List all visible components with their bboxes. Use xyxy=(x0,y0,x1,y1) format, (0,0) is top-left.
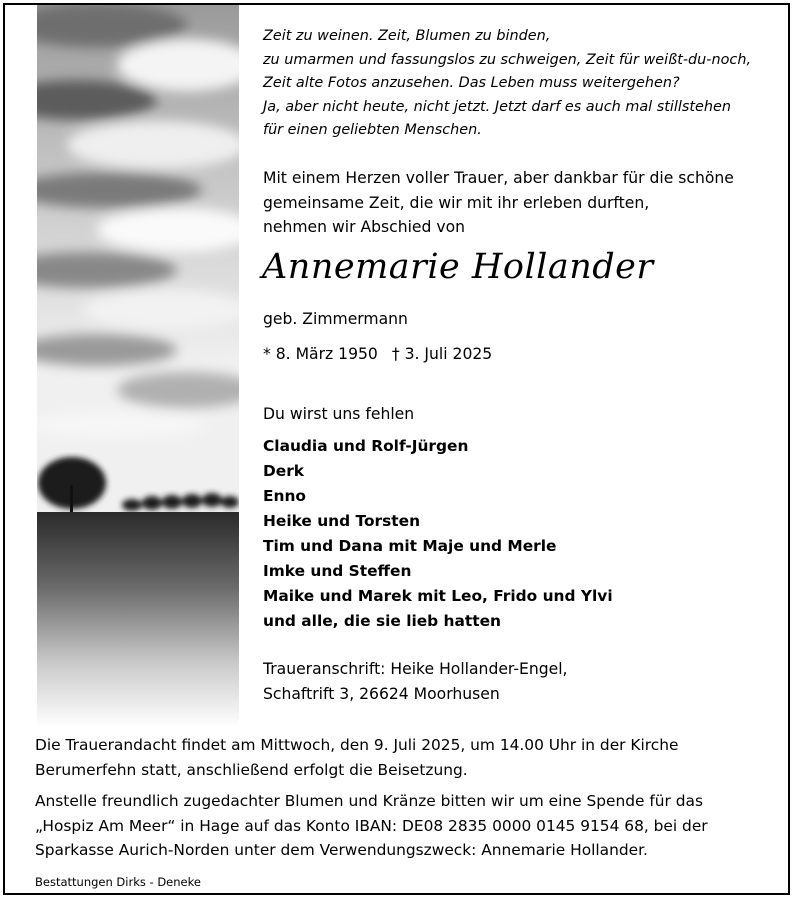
family-entry: Derk xyxy=(263,462,305,480)
poem-line: zu umarmen und fassungslos zu schweigen, Zeit für weißt-du-noch, xyxy=(263,51,752,68)
obituary-frame xyxy=(3,3,790,895)
address-line: Schaftrift 3, 26624 Moorhusen xyxy=(263,684,500,703)
donation-paragraph xyxy=(35,789,775,863)
intro-line: Mit einem Herzen voller Trauer, aber dankbar für die schöne xyxy=(263,169,734,187)
address-line: Traueranschrift: Heike Hollander-Engel, xyxy=(263,660,568,678)
deceased-name: Annemarie Hollander xyxy=(262,247,654,287)
poem-line: Ja, aber nicht heute, nicht jetzt. Jetzt darf es auch mal stillstehen xyxy=(263,98,731,115)
intro-text xyxy=(263,166,734,240)
poem-line: Zeit alte Fotos anzusehen. Das Leben muss weitergehen? xyxy=(263,75,680,91)
birth-name: geb. Zimmermann xyxy=(263,310,408,328)
poem xyxy=(263,25,783,143)
funeral-home: Bestattungen Dirks - Deneke xyxy=(35,875,201,889)
donation-line: Sparkasse Aurich-Norden unter dem Verwendungszweck: Annemarie Hollander. xyxy=(35,841,648,859)
service-line: Die Trauerandacht findet am Mittwoch, den 9. Juli 2025, um 14.00 Uhr in der Kirche xyxy=(35,736,679,754)
service-paragraph xyxy=(35,733,775,782)
family-list xyxy=(263,434,613,634)
family-entry: Imke und Steffen xyxy=(263,562,412,580)
family-entry: Tim und Dana mit Maje und Merle xyxy=(263,537,557,555)
donation-line: Anstelle freundlich zugedachter Blumen und Kränze bitten wir um eine Spende für das xyxy=(35,792,703,810)
family-entry: Claudia und Rolf-Jürgen xyxy=(263,437,469,455)
intro-line: gemeinsame Zeit, die wir mit ihr erleben durften, xyxy=(263,193,650,212)
family-entry: Maike und Marek mit Leo, Frido und Ylvi xyxy=(263,587,613,605)
poem-line: Zeit zu weinen. Zeit, Blumen zu binden, xyxy=(263,28,551,44)
life-dates xyxy=(263,345,492,363)
family-entry: Heike und Torsten xyxy=(263,512,421,530)
birth-date: * 8. März 1950 xyxy=(263,345,378,363)
service-line: Berumerfehn statt, anschließend erfolgt die Beisetzung. xyxy=(35,760,468,779)
landscape-photo xyxy=(37,5,239,727)
death-date: † 3. Juli 2025 xyxy=(391,345,493,363)
family-entry: Enno xyxy=(263,487,307,505)
mourning-address xyxy=(263,657,568,706)
poem-line: für einen geliebten Menschen. xyxy=(263,122,482,138)
intro-line: nehmen wir Abschied von xyxy=(263,218,466,236)
donation-line: „Hospiz Am Meer“ in Hage auf das Konto IBAN: DE08 2835 0000 0145 9154 68, bei der xyxy=(35,816,708,835)
family-entry: und alle, die sie lieb hatten xyxy=(263,612,502,630)
service-info xyxy=(35,733,775,863)
miss-line: Du wirst uns fehlen xyxy=(263,405,415,423)
